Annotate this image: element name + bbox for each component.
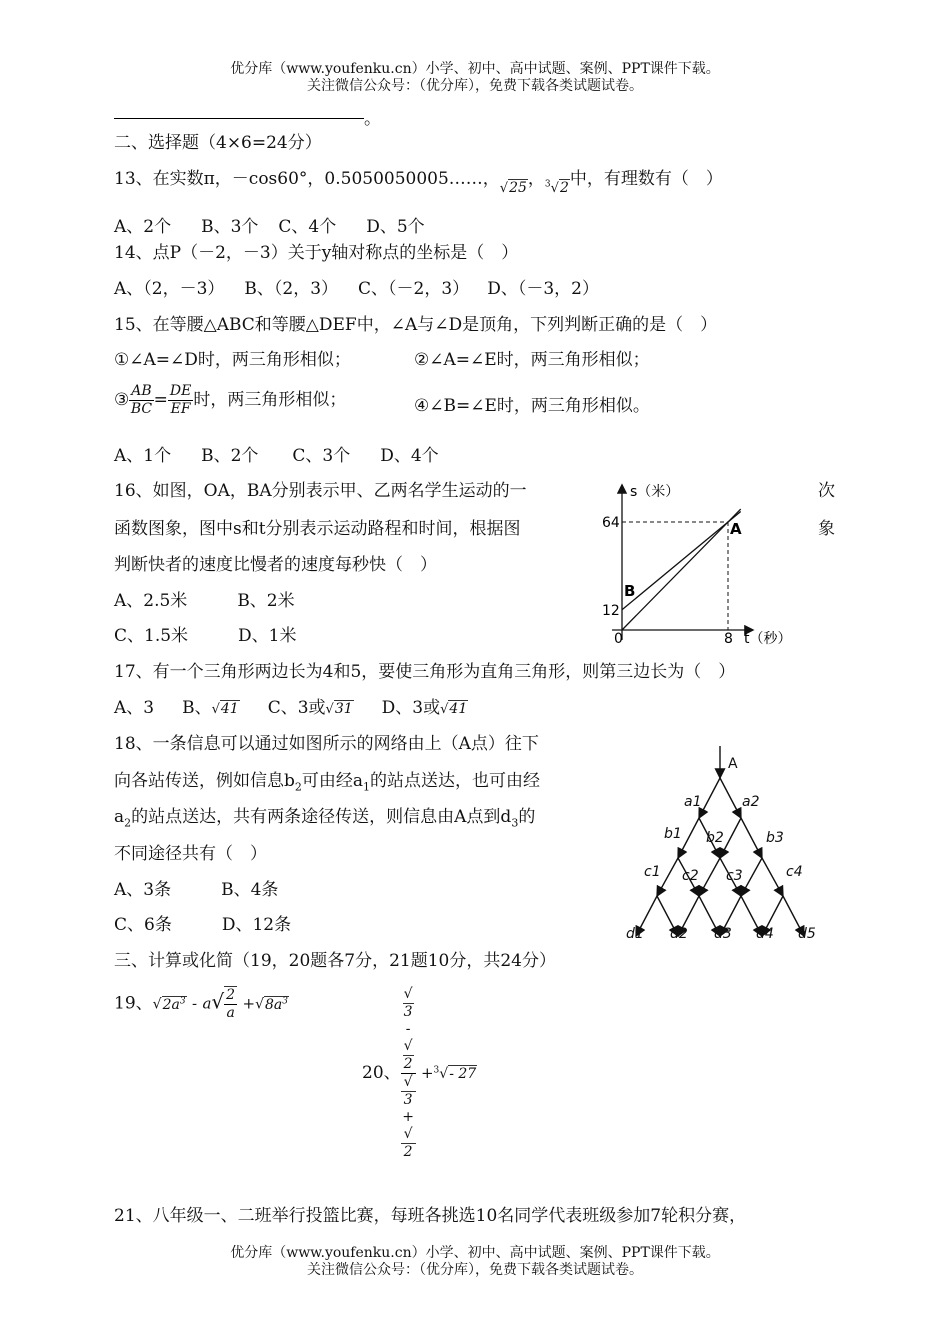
q19-minus: - [191,994,198,1013]
q16-y-tick-12: 12 [602,602,620,619]
q18-line-2 [114,770,540,798]
q20-num-a: 3 [403,1004,413,1020]
q18-option-d: D、12条 [221,915,292,935]
net-node-b1: b1 [664,826,682,842]
q15-option-b: B、2个 [201,446,259,466]
q13-pre: 13、在实数π，－cos60°，0.5050050005……， [114,169,500,189]
q18-l3-a: a [114,807,125,827]
net-node-d2: d2 [670,926,688,942]
q20-den-a: 3 [401,1091,416,1109]
q15-fraction-ab-bc [129,383,153,418]
section-title-compute: 三、计算或化简（19，20题各7分，21题10分，共24分） [114,951,556,971]
q13-radical-2: 2 [559,180,569,196]
q15-stem: 15、在等腰△ABC和等腰△DEF中，∠A与∠D是顶角，下列判断正确的是（ ） [114,315,718,335]
q17-option-b: B、 [182,698,212,718]
net-edge [741,858,762,896]
q14-option-b: B、（2，3） [244,279,339,299]
q16-y-axis-label: s（米） [630,484,680,500]
q13-options [114,216,425,238]
q18-option-a: A、3条 [114,880,172,900]
q15-statement-2: ②∠A=∠E时，两三角形相似； [414,350,650,370]
q14-stem: 14、点P（－2，－3）关于y轴对称点的坐标是（ ） [114,243,519,263]
q20-label: 20、 [362,1063,401,1083]
q16-option-a: A、2.5米 [114,591,188,611]
net-node-c2: c2 [682,868,699,884]
q16-line-2-tail: 象 [818,519,835,539]
q16-line-3: 判断快者的速度比慢者的速度每秒快（ ） [114,555,437,575]
q16-x-axis-label: t（秒） [744,631,792,647]
q19-plus: + [242,994,256,1013]
q20-cube-radicand: - 27 [449,1066,477,1082]
q15-statement-3: ③ $\frac{AB}{BC}$ = $\frac{DE}{EF}$ 时，两三角形相似； [114,383,347,417]
q15-fraction-de-ef [168,383,193,418]
q15-frac1-den: BC [130,401,153,417]
net-node-b3: b3 [766,830,784,846]
q16-origin-label: 0 [614,631,623,647]
q18-l3-e: 的 [518,807,536,827]
q16-point-a-label: A [730,520,742,538]
q15-frac2-den: EF [170,401,191,417]
q16-line-oa [622,509,741,630]
q18-l2-c: 可由经a [301,771,364,791]
q15-frac2-num: DE [169,383,192,399]
q15-frac1-num: AB [131,383,152,399]
q18-l3-b: 2 [124,816,132,830]
q19-label: 19、 [114,993,153,1014]
q18-network-diagram [620,738,830,946]
answer-blank-line [114,118,364,119]
q18-options-ab [114,879,278,901]
net-node-a1: a1 [684,794,702,810]
q16-x-tick-8: 8 [724,631,733,647]
q16-line-2: 函数图象，图中s和t分别表示运动路程和时间，根据图 [114,519,521,539]
q17-option-a: A、3 [114,698,155,718]
net-node-A: A [728,756,738,772]
q16-line-1-tail: 次 [818,481,835,501]
q20-fraction: √ 3 - √ 2 √ 3 + √ 2 [402,986,414,1160]
q19-frac-num: 2 [226,987,236,1003]
q18-option-b: B、4条 [221,880,279,900]
q20-expression: 20、 √ 3 - √ 2 √ 3 + √ 2 +$^3$√- 27 [362,986,477,1160]
q14-option-c: C、（－2，3） [358,279,470,299]
q13-option-b: B、3个 [201,217,259,237]
q19-frac-den: a [226,1005,235,1021]
q20-plus: + [420,1064,434,1082]
q13-option-a: A、2个 [114,217,172,237]
q18-l3-c: 的站点送达，共有两条途径传送，则信息由A点到d [131,807,512,827]
q15-s3-text: 时，两三角形相似； [193,390,347,410]
net-node-d4: d4 [756,926,774,942]
footer-line-1: 优分库（www.youfenku.cn）小学、初中、高中试题、案例、PPT课件下载。 [230,1245,720,1261]
q17-option-d: D、3或 [381,698,441,718]
q16-graph [590,478,800,653]
q17-option-c: C、3或 [267,698,326,718]
net-edge [720,778,741,818]
q15-option-c: C、3个 [292,446,351,466]
q15-statement-1: ①∠A=∠D时，两三角形相似； [114,350,351,370]
q20-num-op: - [405,1021,411,1037]
net-edge [762,858,783,896]
q15-options [114,445,439,467]
net-edge [699,778,720,818]
q17-stem: 17、有一个三角形两边长为4和5，要使三角形为直角三角形，则第三边长为（ ） [114,662,736,682]
net-node-a2: a2 [742,794,760,810]
q17-option-b-radical: 41 [220,701,239,717]
q18-options-cd [114,914,291,936]
net-edge [699,858,720,896]
q13-radical-25: 25 [509,180,527,196]
q17-options: A、3 B、√41 C、3或√31 D、3或√41 [114,698,468,718]
q18-l2-e: 的站点送达，也可由经 [370,771,541,791]
q13-cube-index: 3 [544,179,551,190]
q19-fraction [224,986,237,1022]
q16-y-tick-64: 64 [602,515,620,531]
q19-coef-a: a [202,994,212,1013]
q19-term1-exp: 3 [179,995,186,1006]
net-node-d3: d3 [714,926,732,942]
net-node-d1: d1 [626,926,644,942]
q14-options [114,278,599,300]
q13-post: 中，有理数有（ ） [569,169,723,189]
q18-l3-d: 3 [511,816,519,830]
q13-option-d: D、5个 [366,217,425,237]
q19-expression: 19、$√2a^3 - a√$ $\frac{2}{a}$ $+√8a^3$ [114,987,288,1021]
net-edge [741,818,762,858]
q14-option-a: A、（2，－3） [114,279,225,299]
q18-line-1: 18、一条信息可以通过如图所示的网络由上（A点）往下 [114,734,539,754]
q13-stem: 13、在实数π，－cos60°，0.5050050005……，$_{√25}$，$_{^3√2}$中，有理数有（ ） [114,169,723,196]
q15-statement-4: ④∠B=∠E时，两三角形相似。 [414,396,650,416]
q18-line-3 [114,806,535,834]
q18-l2-d: 1 [363,780,371,794]
net-node-d5: d5 [798,926,816,942]
q17-option-d-radical: 41 [449,701,468,717]
net-node-c4: c4 [786,864,803,880]
q16-option-c: C、1.5米 [114,626,189,646]
q16-option-d: D、1米 [238,626,297,646]
q19-term3-exp: 3 [282,995,288,1006]
section-title-choice: 二、选择题（4×6=24分） [114,133,322,153]
q16-options-ab [114,590,295,612]
q16-options-cd [114,625,297,647]
q18-l2-b: 2 [294,780,302,794]
q20-cube-index: 3 [433,1065,440,1076]
header-line-2: 关注微信公众号：（优分库），免费下载各类试题试卷。 [307,78,643,94]
q16-option-b: B、2米 [237,591,295,611]
q17-option-c-radical: 31 [334,701,353,717]
q18-option-c: C、6条 [114,915,172,935]
q16-line-1: 16、如图，OA，BA分别表示甲、乙两名学生运动的一 [114,481,527,501]
q18-l2-a: 向各站传送，例如信息b [114,771,295,791]
net-node-c1: c1 [644,864,661,880]
q19-term3: 8a [264,996,283,1013]
q13-option-c: C、4个 [278,217,337,237]
net-node-b2: b2 [706,830,724,846]
q15-s3-mark: ③ [114,390,130,410]
footer-line-2: 关注微信公众号：（优分库），免费下载各类试题试卷。 [307,1262,643,1278]
q19-term1: 2a [162,996,180,1013]
header-line-1: 优分库（www.youfenku.cn）小学、初中、高中试题、案例、PPT课件下载。 [230,61,720,77]
net-node-c3: c3 [726,868,743,884]
q15-option-a: A、1个 [114,446,172,466]
q20-den-op: + [402,1109,414,1125]
blank-end-period: 。 [364,109,381,129]
q20-den-b: 2 [401,1143,416,1161]
q14-option-d: D、（－3，2） [487,279,599,299]
q16-point-b-label: B [624,581,636,600]
q15-option-d: D、4个 [380,446,439,466]
q18-line-4: 不同途径共有（ ） [114,844,267,864]
q20-num-b: 2 [403,1056,413,1072]
q16-line-ba [622,511,741,609]
q21-stem: 21、八年级一、二班举行投篮比赛，每班各挑选10名同学代表班级参加7轮积分赛， [114,1206,747,1226]
